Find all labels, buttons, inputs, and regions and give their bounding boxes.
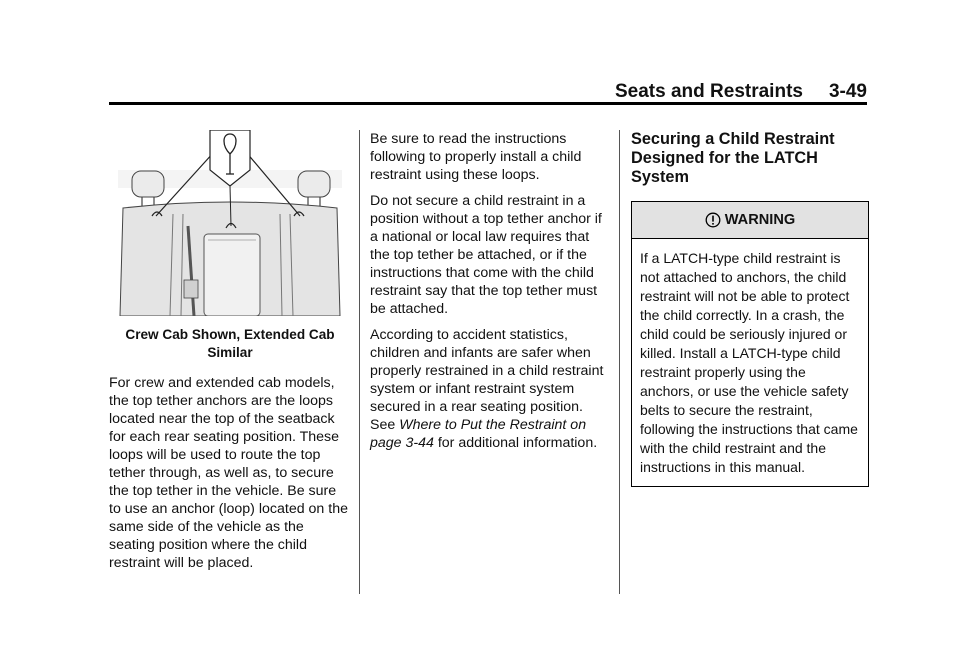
paragraph-tether-anchors: For crew and extended cab models, the top tether anchors are the loops located near the top of the seatback for each rear seating position. These loops will be used to route the top tether through, as well as, to secure the top tether in the vehicle. Be sure to use an anchor (loop) located on the same side of the vehicle as the seating position where the child restraint will be placed. [109,375,348,571]
header-rule [109,102,867,105]
warning-text: If a LATCH-type child restraint is not attached to anchors, the child restraint will not be able to protect the child correctly. In a crash, the child could be seriously injured or killed. Install a LATCH-type child restraint properly using the anchors, or use the vehicle safety belts to secure the restraint, following the instructions that came with the child restraint and the instructions in this manual. [640,250,858,475]
paragraph-tether-law: Do not secure a child restraint in a position without a top tether anchor if a national or local law requires that the top tether be attached, or if the instructions that come with the child restraint say that the top tether must be attached. [370,193,602,317]
column-2 [370,130,608,460]
paragraph-accident-statistics [370,326,608,452]
page-header [109,80,867,104]
column-3 [631,130,869,487]
warning-label: WARNING [724,212,796,228]
page-number: 3-49 [828,81,867,102]
statistics-text: According to accident statistics, children and infants are safer when properly restrained in a child restraint system or infant restraint system secured in a rear seating position. See [370,327,604,433]
column-divider-2 [619,130,620,594]
section-heading: Securing a Child Restraint Designed for the LATCH System [631,130,835,186]
figure-caption: Crew Cab Shown, Extended Cab Similar [125,327,335,360]
rear-seat-illustration [118,130,342,316]
warning-box [631,201,869,487]
column-1 [109,130,351,580]
column-divider-1 [359,130,360,594]
warning-icon [705,212,721,228]
section-title-header: Seats and Restraints [615,81,803,102]
statistics-text-end: for additional information. [433,435,598,451]
warning-header [632,202,868,239]
paragraph-read-instructions: Be sure to read the instructions following to properly install a child restraint using these loops. [370,131,582,183]
cross-reference-link[interactable]: Where to Put the Restraint on page 3-44 [370,417,587,451]
